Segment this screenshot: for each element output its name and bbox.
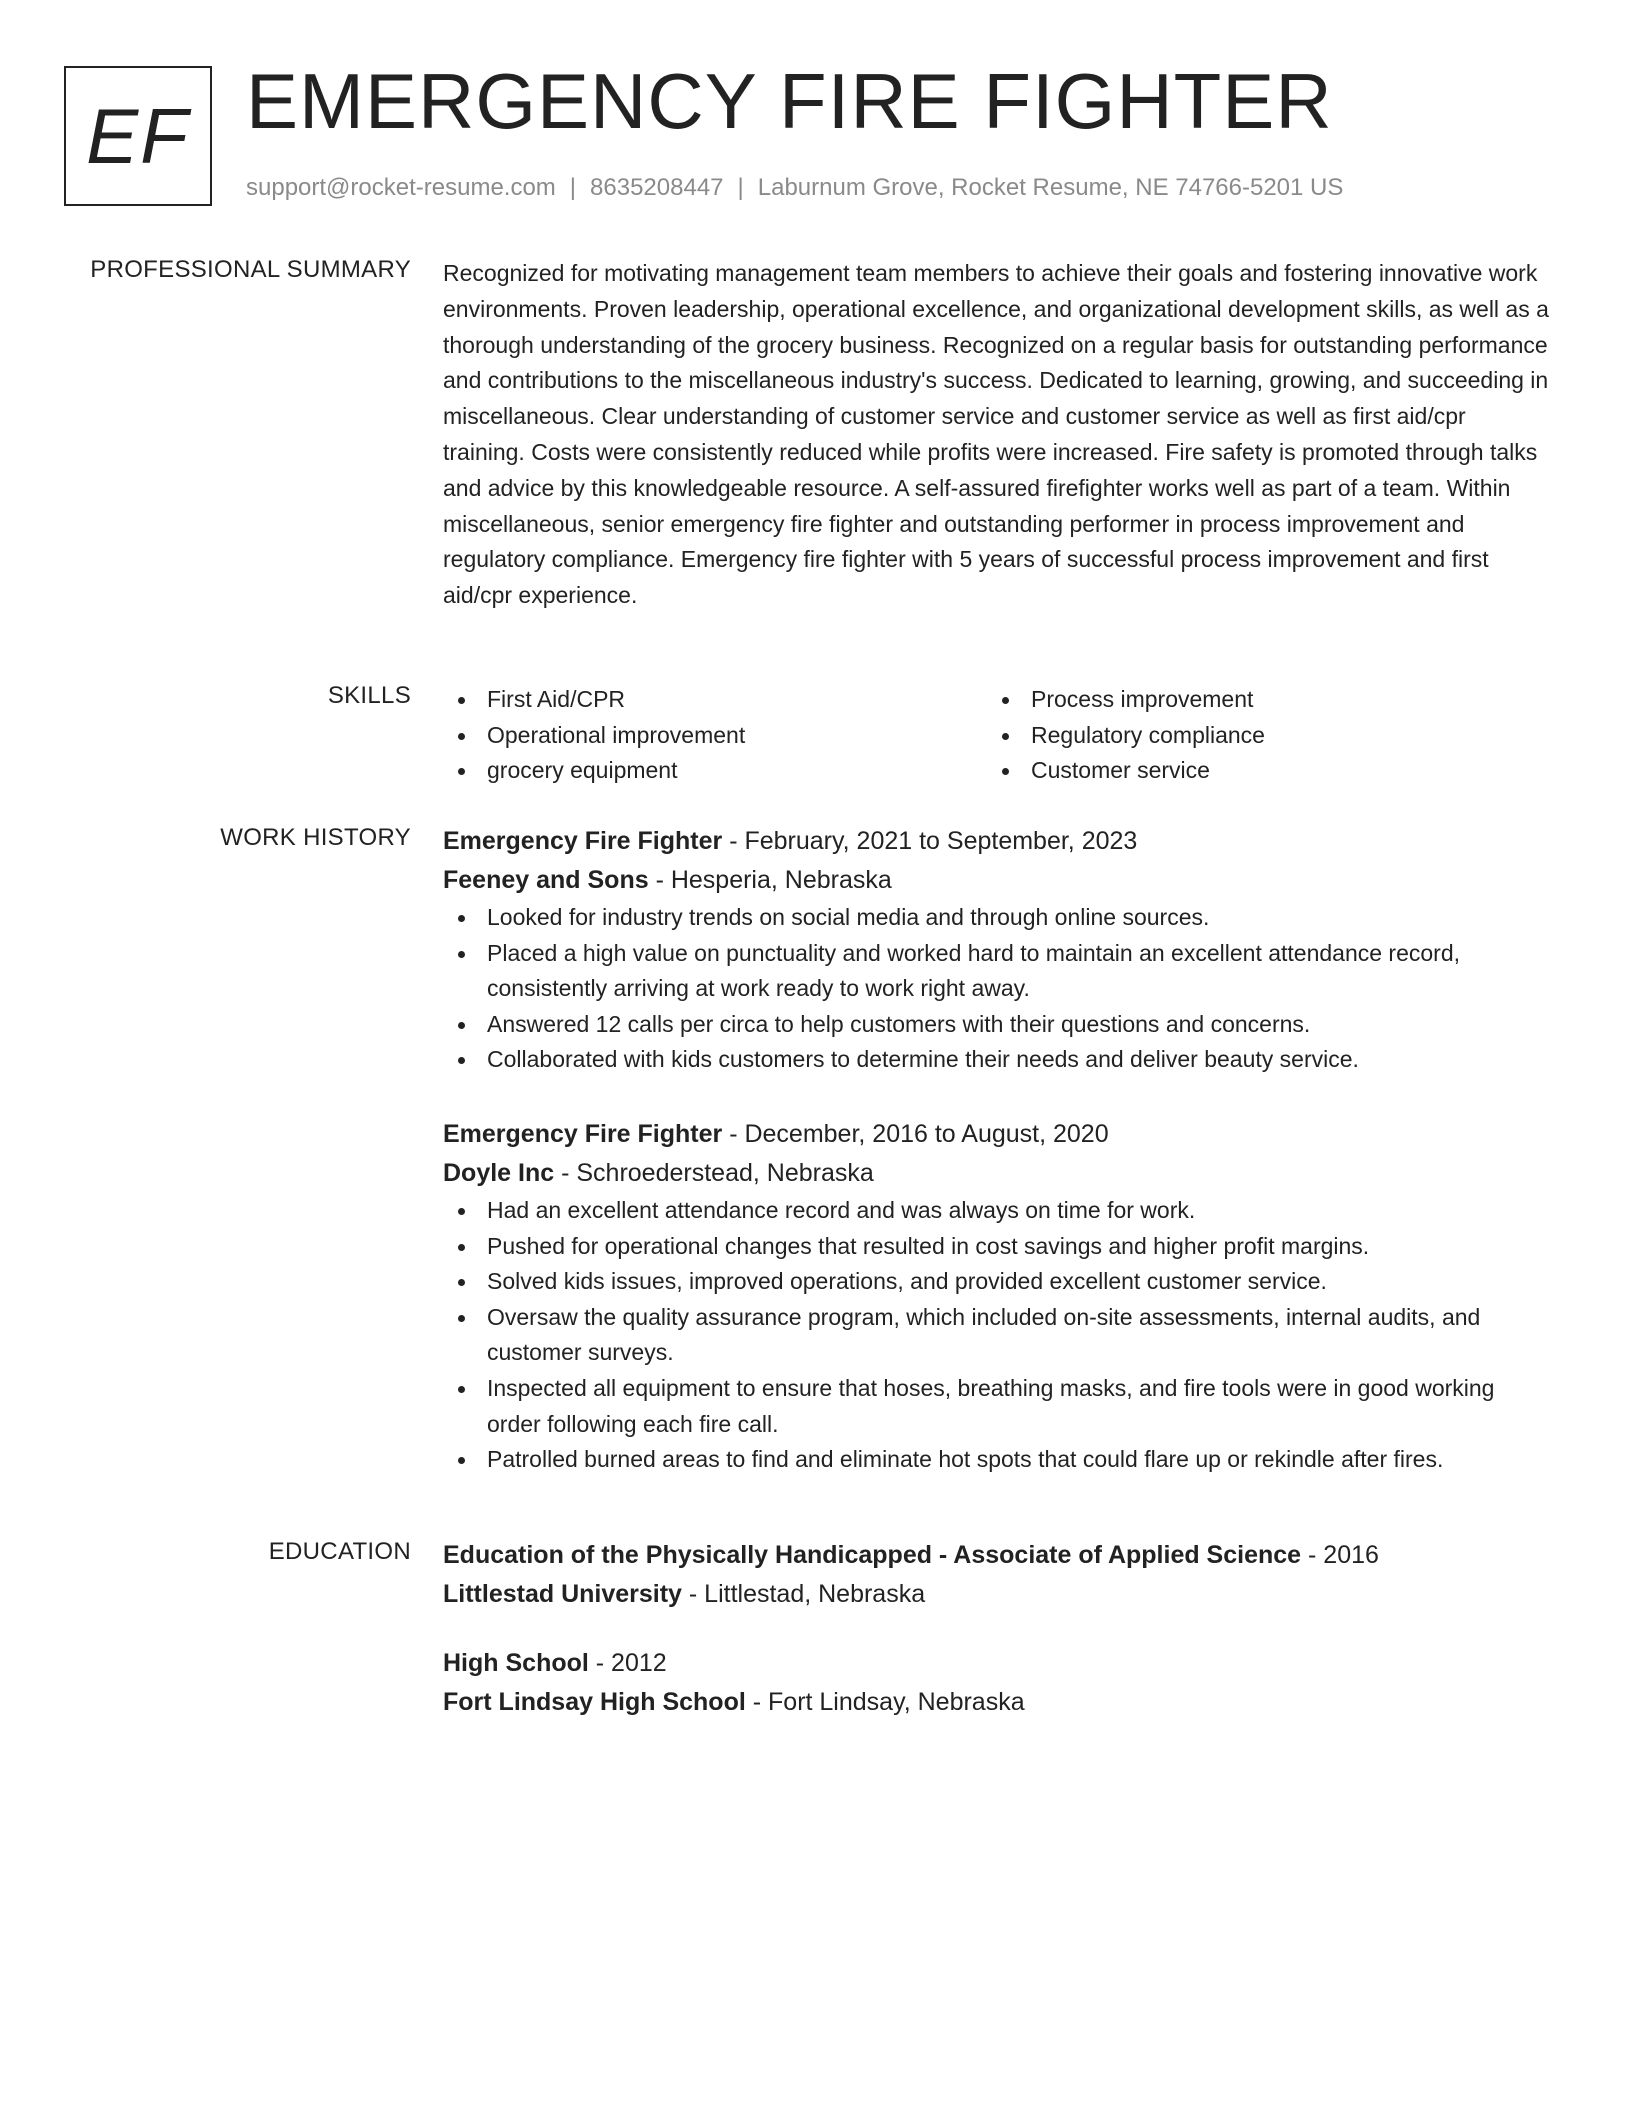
contact-line <box>246 174 1343 202</box>
skill-item: First Aid/CPR <box>443 682 987 718</box>
education-degree-line <box>443 1536 1551 1575</box>
job-entry <box>443 1115 1551 1478</box>
job-bullet: Placed a high value on punctuality and worked hard to maintain an excellent attendance record, consistently arriving at work ready to work right away. <box>443 936 1551 1007</box>
page-title: EMERGENCY FIRE FIGHTER <box>246 57 1333 145</box>
contact-phone[interactable]: 8635208447 <box>590 174 724 201</box>
education-entry <box>443 1644 1551 1722</box>
education-location: - Littlestad, Nebraska <box>681 1580 926 1608</box>
skill-item: grocery equipment <box>443 753 987 789</box>
section-title-skills: SKILLS <box>327 682 411 709</box>
job-bullet: Pushed for operational changes that resulted in cost savings and higher profit margins. <box>443 1229 1551 1265</box>
contact-separator: | <box>737 174 744 201</box>
job-bullet-list <box>443 900 1551 1078</box>
skills-list-right <box>987 682 1531 789</box>
education-school: Littlestad University <box>443 1580 682 1608</box>
education-year: - 2012 <box>588 1649 667 1677</box>
education-degree: High School <box>443 1649 589 1677</box>
job-dates: - February, 2021 to September, 2023 <box>722 827 1138 855</box>
education-school: Fort Lindsay High School <box>443 1688 746 1716</box>
education-school-line <box>443 1575 1551 1614</box>
monogram-text: EF <box>86 91 190 180</box>
job-location: - Schroederstead, Nebraska <box>554 1158 874 1187</box>
job-location: - Hesperia, Nebraska <box>648 866 892 894</box>
skill-item: Operational improvement <box>443 718 987 754</box>
section-title-summary: PROFESSIONAL SUMMARY <box>90 256 411 283</box>
job-company-line <box>443 861 1551 900</box>
education-school-line <box>443 1683 1551 1722</box>
job-company: Feeney and Sons <box>443 866 649 894</box>
monogram-badge <box>64 66 212 206</box>
skill-item: Regulatory compliance <box>987 718 1531 754</box>
job-bullet: Collaborated with kids customers to determine their needs and deliver beauty service. <box>443 1042 1551 1078</box>
education-degree-line <box>443 1644 1551 1683</box>
job-title-line <box>443 1115 1551 1154</box>
job-bullet-list <box>443 1193 1551 1478</box>
job-bullet: Looked for industry trends on social media and through online sources. <box>443 900 1551 936</box>
job-title-line <box>443 822 1551 861</box>
education-entry <box>443 1536 1551 1614</box>
contact-separator: | <box>569 174 577 201</box>
education-location: - Fort Lindsay, Nebraska <box>745 1688 1025 1716</box>
summary-body <box>443 256 1551 614</box>
contact-email[interactable]: support@rocket-resume.com <box>246 174 556 201</box>
job-company: Doyle Inc <box>443 1158 555 1187</box>
skill-item: Customer service <box>987 753 1531 789</box>
education-body <box>443 1536 1551 1722</box>
section-title-education: EDUCATION <box>268 1538 411 1565</box>
work-history-body <box>443 822 1551 1478</box>
job-bullet: Patrolled burned areas to find and eliminate hot spots that could flare up or rekindle after fires. <box>443 1442 1551 1478</box>
section-title-work: WORK HISTORY <box>220 824 411 851</box>
job-role: Emergency Fire Fighter <box>443 827 723 855</box>
job-bullet: Inspected all equipment to ensure that hoses, breathing masks, and fire tools were in good working order following each fire call. <box>443 1371 1551 1442</box>
skills-list-left <box>443 682 987 789</box>
summary-text: Recognized for motivating management team members to achieve their goals and fostering innovative work environments. Proven leadership, operational excellence, and organizational development skills, as well as a thorough understanding of the grocery business. Recognized on a regular basis for outstanding performance and contributions to the miscellaneous industry's success. Dedicated to learning, growing, and succeeding in miscellaneous. Clear understanding of customer service and customer service as well as first aid/cpr training. Costs were consistently reduced while profits were increased. Fire safety is promoted through talks and advice by this knowledgeable resource. A self-assured firefighter works well as part of a team. Within miscellaneous, senior emergency fire fighter and outstanding performer in process improvement and regulatory compliance. Emergency fire fighter with 5 years of successful process improvement and first aid/cpr experience. <box>443 260 1549 609</box>
job-bullet: Had an excellent attendance record and was always on time for work. <box>443 1193 1551 1229</box>
skills-body <box>443 682 1551 789</box>
job-entry <box>443 822 1551 1078</box>
education-year: - 2016 <box>1301 1541 1379 1569</box>
job-company-line <box>443 1154 1551 1193</box>
skill-item: Process improvement <box>987 682 1531 718</box>
education-degree: Education of the Physically Handicapped - Associate of Applied Science <box>443 1541 1302 1569</box>
job-bullet: Solved kids issues, improved operations, and provided excellent customer service. <box>443 1264 1551 1300</box>
job-bullet: Answered 12 calls per circa to help customers with their questions and concerns. <box>443 1007 1551 1043</box>
job-dates: - December, 2016 to August, 2020 <box>722 1119 1109 1148</box>
job-role: Emergency Fire Fighter <box>443 1119 723 1148</box>
job-bullet: Oversaw the quality assurance program, which included on-site assessments, internal audits, and customer surveys. <box>443 1300 1551 1371</box>
contact-address: Laburnum Grove, Rocket Resume, NE 74766-5201 US <box>757 174 1344 201</box>
